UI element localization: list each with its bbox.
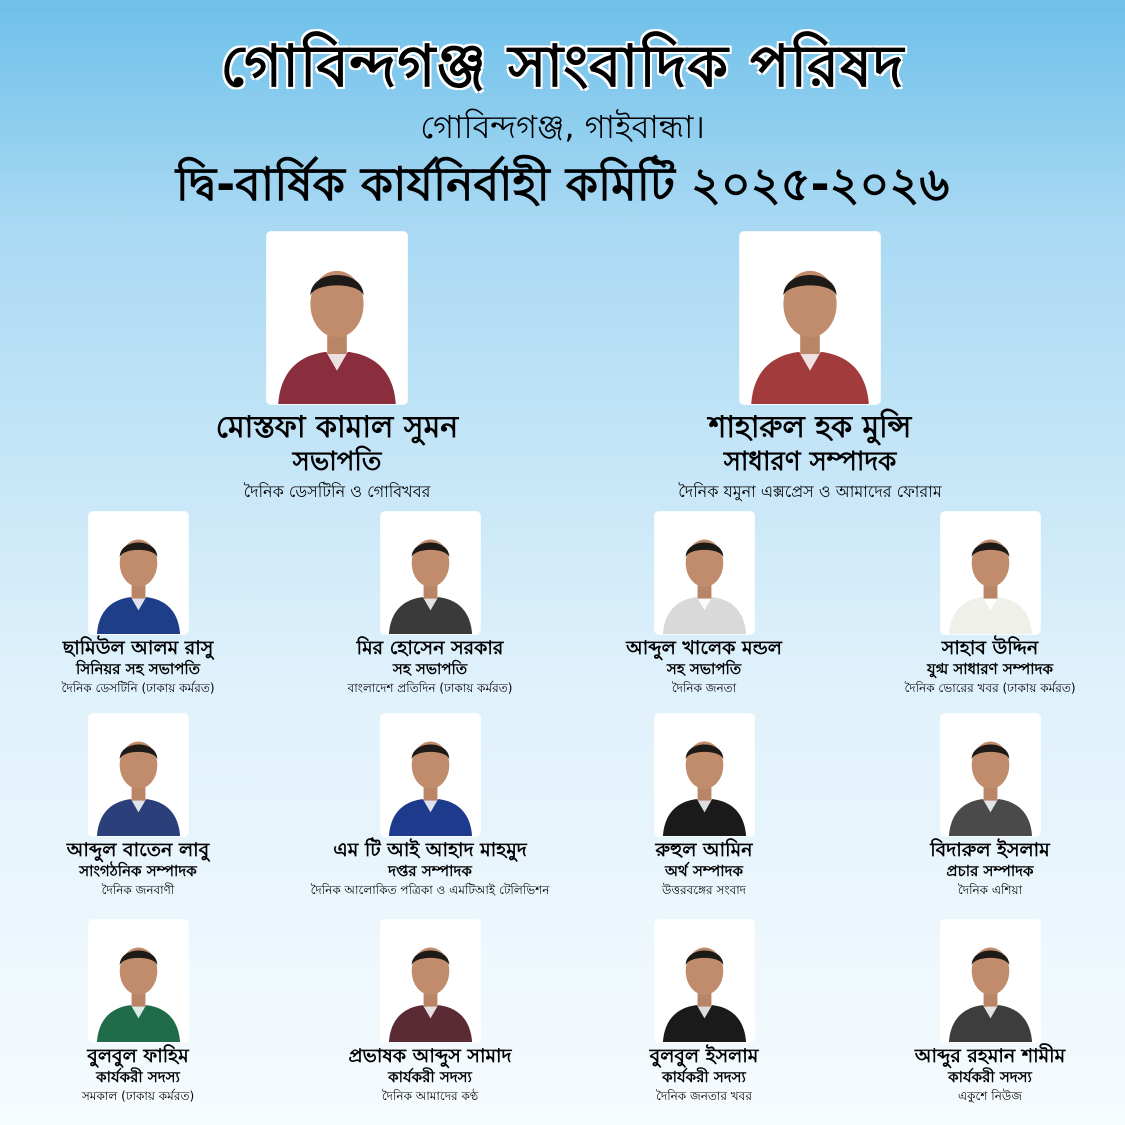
member-photo — [381, 512, 480, 634]
member-role: কার্যকরী সদস্য — [948, 1068, 1032, 1086]
member-role: সহ সভাপতি — [392, 660, 468, 678]
member-card — [569, 714, 839, 899]
member-photo — [89, 920, 188, 1042]
member-name: শাহারুল হক মুন্সি — [708, 410, 912, 445]
member-organization: দৈনিক যমুনা এক্সপ্রেস ও আমাদের ফোরাম — [678, 482, 942, 501]
member-organization: দৈনিক জনবাণী — [101, 883, 175, 897]
member-organization: সমকাল (ঢাকায় কর্মরত) — [81, 1089, 195, 1103]
portrait-photo — [941, 920, 1040, 1042]
member-photo — [381, 920, 480, 1042]
organization-title: গোবিন্দগঞ্জ সাংবাদিক পরিষদ — [220, 32, 905, 100]
leader-card — [127, 232, 547, 504]
member-organization: দৈনিক ডেসটিনি ও গোবিখবর — [243, 482, 431, 501]
member-card — [569, 920, 839, 1105]
member-card — [3, 512, 273, 697]
portrait-photo — [381, 920, 480, 1042]
member-organization: দৈনিক জনতার খবর — [656, 1089, 752, 1103]
member-photo — [267, 232, 407, 404]
member-photo — [740, 232, 880, 404]
member-name: মোস্তফা কামাল সুমন — [215, 410, 459, 445]
member-organization: দৈনিক এশিয়া — [957, 883, 1023, 897]
member-role: সিনিয়র সহ সভাপতি — [76, 660, 200, 678]
member-card — [3, 920, 273, 1105]
member-photo — [381, 714, 480, 836]
member-name: ছামিউল আলম রাসু — [62, 637, 214, 659]
member-photo — [941, 714, 1040, 836]
member-name: প্রভাষক আব্দুস সামাদ — [348, 1045, 512, 1067]
member-photo — [941, 512, 1040, 634]
member-role: সাধারণ সম্পাদক — [723, 447, 897, 477]
member-card — [295, 714, 565, 899]
member-role: কার্যকরী সদস্য — [662, 1068, 746, 1086]
member-name: বুলবুল ইসলাম — [649, 1045, 759, 1067]
member-photo — [655, 920, 754, 1042]
member-photo — [655, 512, 754, 634]
member-organization: বাংলাদেশ প্রতিদিন (ঢাকায় কর্মরত) — [347, 681, 513, 695]
member-name: মির হোসেন সরকার — [356, 637, 504, 659]
member-name: রুহুল আমিন — [655, 839, 753, 861]
member-card — [855, 512, 1125, 697]
portrait-photo — [655, 714, 754, 836]
portrait-photo — [655, 512, 754, 634]
member-organization: দৈনিক জনতা — [671, 681, 737, 695]
portrait-photo — [89, 920, 188, 1042]
member-name: আব্দুর রহমান শামীম — [914, 1045, 1066, 1067]
member-role: অর্থ সম্পাদক — [665, 862, 743, 880]
member-photo — [655, 714, 754, 836]
member-card — [855, 714, 1125, 899]
member-role: যুগ্ম সাধারণ সম্পাদক — [927, 660, 1053, 678]
member-organization: দৈনিক ডেসটিনি (ঢাকায় কর্মরত) — [61, 681, 215, 695]
leader-card — [600, 232, 1020, 504]
member-name: এম টি আই আহাদ মাহমুদ — [333, 839, 527, 861]
member-card — [295, 920, 565, 1105]
organization-location: গোবিন্দগঞ্জ, গাইবান্ধা। — [420, 108, 705, 146]
member-name: সাহাব উদ্দিন — [941, 637, 1039, 659]
portrait-photo — [89, 714, 188, 836]
member-organization: দৈনিক ভোরের খবর (ঢাকায় কর্মরত) — [904, 681, 1076, 695]
portrait-photo — [381, 512, 480, 634]
member-organization: উত্তরবঙ্গের সংবাদ — [662, 883, 746, 897]
portrait-photo — [381, 714, 480, 836]
member-name: আব্দুল খালেক মন্ডল — [626, 637, 782, 659]
member-name: বুলবুল ফাহিম — [87, 1045, 189, 1067]
member-card — [569, 512, 839, 697]
member-card — [3, 714, 273, 899]
member-photo — [941, 920, 1040, 1042]
member-name: আব্দুল বাতেন লাবু — [66, 839, 210, 861]
member-role: সাংগঠনিক সম্পাদক — [79, 862, 197, 880]
member-role: সভাপতি — [292, 447, 382, 477]
portrait-photo — [89, 512, 188, 634]
portrait-photo — [941, 512, 1040, 634]
member-role: দপ্তর সম্পাদক — [388, 862, 472, 880]
portrait-photo — [267, 232, 407, 404]
member-photo — [89, 512, 188, 634]
member-card — [295, 512, 565, 697]
committee-title: দ্বি-বার্ষিক কার্যনির্বাহী কমিটি ২০২৫-২০২৬ — [175, 157, 950, 211]
member-organization: দৈনিক আলোকিত পত্রিকা ও এমটিআই টেলিভিশন — [310, 883, 550, 897]
member-role: কার্যকরী সদস্য — [96, 1068, 180, 1086]
portrait-photo — [941, 714, 1040, 836]
member-role: প্রচার সম্পাদক — [946, 862, 1034, 880]
member-organization: একুশে নিউজ — [958, 1089, 1022, 1103]
portrait-photo — [655, 920, 754, 1042]
member-role: কার্যকরী সদস্য — [388, 1068, 472, 1086]
portrait-photo — [740, 232, 880, 404]
member-photo — [89, 714, 188, 836]
member-organization: দৈনিক আমাদের কণ্ঠ — [381, 1089, 479, 1103]
member-card — [855, 920, 1125, 1105]
member-name: বিদারুল ইসলাম — [930, 839, 1050, 861]
member-role: সহ সভাপতি — [666, 660, 742, 678]
